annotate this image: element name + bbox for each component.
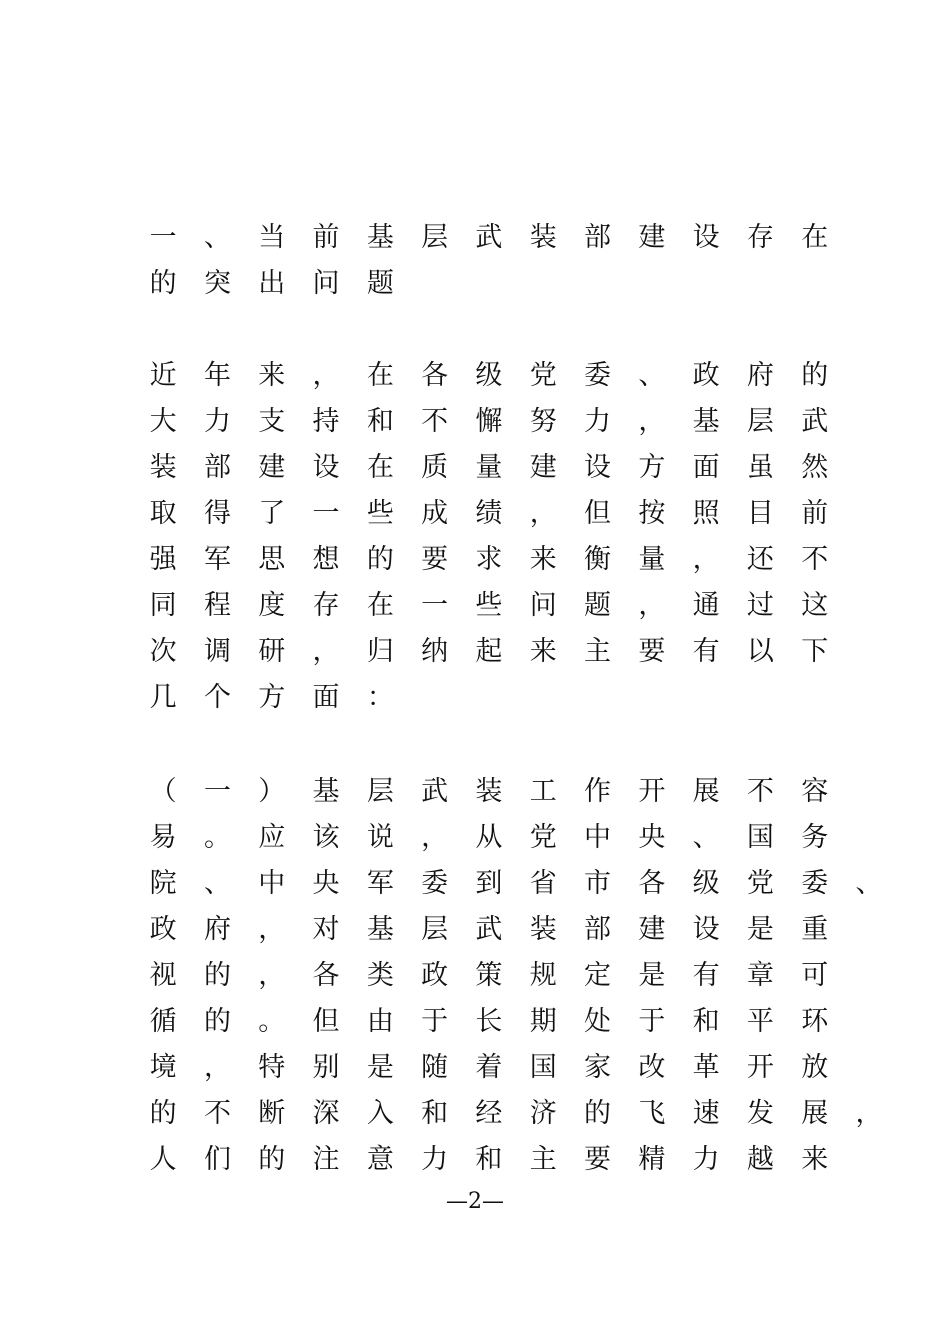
text-line: 境 ， 特 别 是 随 着 国 家 改 革 开 放 [149,1052,829,1083]
text-line: （ 一 ） 基 层 武 装 工 作 开 展 不 容 [149,776,829,807]
text-line: 次 调 研 ， 归 纳 起 来 主 要 有 以 下 [149,636,829,667]
text-line: 几 个 方 面 ： [149,682,394,713]
text-line: 一 、 当 前 基 层 武 装 部 建 设 存 在 [149,222,829,253]
text-line: 政 府 ， 对 基 层 武 装 部 建 设 是 重 [149,914,829,945]
text-line: 同 程 度 存 在 一 些 问 题 ， 通 过 这 [149,590,829,621]
text-line: 循 的 。 但 由 于 长 期 处 于 和 平 环 [149,1006,829,1037]
text-line: 装 部 建 设 在 质 量 建 设 方 面 虽 然 [149,452,829,483]
text-line: 大 力 支 持 和 不 懈 努 力 ， 基 层 武 [149,406,829,437]
text-line: 的 不 断 深 入 和 经 济 的 飞 速 发 展 ， [149,1098,883,1129]
text-line: 易 。 应 该 说 ， 从 党 中 央 、 国 务 [149,822,829,853]
text-line: 近 年 来 ， 在 各 级 党 委 、 政 府 的 [149,360,829,391]
text-line: 强 军 思 想 的 要 求 来 衡 量 ， 还 不 [149,544,829,575]
text-line: 取 得 了 一 些 成 绩 ， 但 按 照 目 前 [149,498,829,529]
text-line: 人 们 的 注 意 力 和 主 要 精 力 越 来 [149,1144,829,1175]
text-line: 视 的 ， 各 类 政 策 规 定 是 有 章 可 [149,960,829,991]
text-line: 院 、 中 央 军 委 到 省 市 各 级 党 委 、 [149,868,883,899]
text-line: 的 突 出 问 题 [149,268,394,299]
page-number: —2— [446,1189,504,1214]
